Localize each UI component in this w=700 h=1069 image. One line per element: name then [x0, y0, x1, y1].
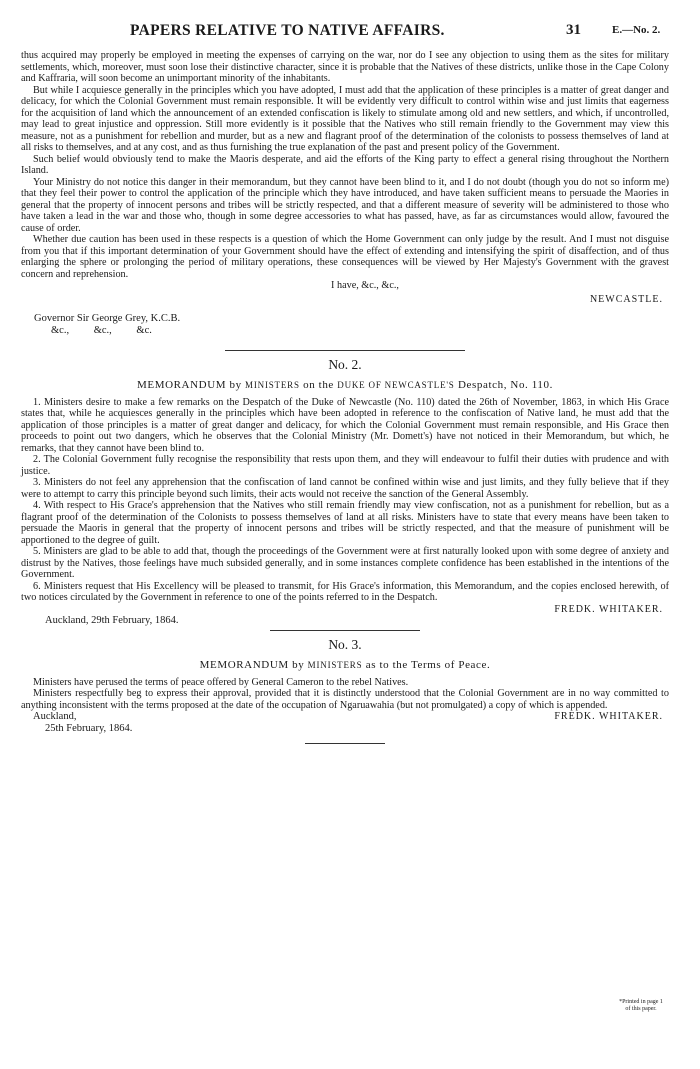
no2-title-lead: MEMORANDUM: [137, 378, 227, 391]
no3-title: [21, 659, 669, 671]
letter-addressee-block: [34, 313, 669, 338]
no2-paragraph: 5. Ministers are glad to be able to add that, though the proceedings of the Government were at first naturally looked upon with some degree of anxiety and distrust by the Natives, those feelings have much subsided generally, and in some instances complete confidence has been established in the intentions of the Government.: [21, 546, 669, 580]
end-rule: [305, 743, 385, 744]
no3-paragraph: Ministers have perused the terms of peace offered by General Cameron to the rebel Natives.: [33, 676, 409, 688]
no3-body: [21, 677, 669, 712]
no3-place: Auckland,: [33, 711, 77, 722]
no2-title-tail: Despatch, No. 110.: [457, 378, 553, 391]
no2-title: [21, 379, 669, 391]
section-divider: [225, 350, 465, 351]
no2-title-ministers: MINISTERS: [245, 379, 300, 390]
letter-paragraph: thus acquired may properly be employed in meeting the expenses of carrying on the war, nor do I see any objection to using them as the sites for military settlements, which, moreover, must soon lose their distinctive character, since it is probable that the Natives of these districts, unlike those in the Cape Colony and Kaffraria, will soon become an unimportant minority of the inhabitants.: [21, 50, 669, 84]
no2-signature: FREDK. WHITAKER.: [554, 603, 663, 615]
page-number: 31: [566, 22, 581, 38]
no2-title-duke: DUKE OF NEWCASTLE'S: [337, 379, 455, 390]
no3-title-tail: as to the Terms of Peace.: [365, 658, 491, 671]
letter-paragraph: Your Ministry do not notice this danger in their memorandum, but they cannot have been blind to it, and I do not doubt (though you do not so inform me) that they feel their power to control the application of the principle which they have introduced, and have taken sufficient means to persuade the Maories in general that the property of innocent persons and tribes will be strictly respected, and that a different measure of severity will be administered to those who have taken a lead in the war and those who, though in some degree accessories to what has passed, have, as far as circumstances would allow, favoured the cause of order.: [21, 176, 669, 234]
no3-signature: FREDK. WHITAKER.: [554, 711, 663, 722]
no2-paragraph: 1. Ministers desire to make a few remarks on the Despatch of the Duke of Newcastle (No. 110) dated the 26th of November, 1863, in which His Grace states that, while he acquiesces generally in the principles which have been adopted in reference to the confiscation of Native land, he must add that the application of those principles is a matter of great danger and delicacy, for which the Colonial Government must remain responsible, and His Grace then proceeds to point out two dangers, which he observes that the Colonial Ministry (Mr. Domett's) have not noticed in their Memorandum, but which, he remarks, that they cannot have been blind to.: [21, 396, 669, 454]
no2-heading: No. 2.: [328, 356, 362, 372]
letter-addressee-etc: &c., &c., &c.: [51, 325, 152, 336]
no2-paragraph: 6. Ministers request that His Excellency will be pleased to transmit, for His Grace's information, this Memorandum, and the copies enclosed herewith, of two notices circulated by the Government in reference to one of the points referred to in the Despatch.: [21, 580, 669, 603]
no3-title-by: by: [292, 658, 305, 671]
no2-paragraph: 3. Ministers do not feel any apprehension that the confiscation of land cannot be confined within wise and just limits, and they fully believe that if they were to attempt to carry this principle beyond such limits, their acts would not receive the sanction of the General Assembly.: [21, 477, 669, 500]
no3-heading: No. 3.: [328, 636, 362, 652]
letter-paragraph: Such belief would obviously tend to make the Maoris desperate, and aid the efforts of the King party to effect a general rising throughout the Northern Island.: [21, 153, 669, 176]
margin-footnote: *Printed in page 1 of this paper.: [619, 999, 663, 1012]
no2-dateline: Auckland, 29th February, 1864.: [45, 614, 179, 626]
no2-title-by: by: [229, 378, 242, 391]
letter-closing: I have, &c., &c.,: [331, 280, 399, 291]
letter-continuation: [21, 50, 669, 292]
no2-paragraph: 2. The Colonial Government fully recognise the responsibility that rests upon them, and they will endeavour to fulfil their duties with prudence and with justice.: [21, 454, 669, 477]
no2-title-on-the: on the: [303, 378, 334, 391]
paper-reference: E.—No. 2.: [612, 24, 661, 36]
running-head-title: PAPERS RELATIVE TO NATIVE AFFAIRS.: [130, 22, 445, 39]
section-divider: [270, 630, 420, 631]
letter-paragraph: But while I acquiesce generally in the principles which you have adopted, I must add that the application of these principles is a matter of great danger and delicacy, for which the Colonial Government must remain responsible. It will be evidently very difficult to control within wise and just limits that eagerness for the acquisition of land which the announcement of an extended confiscation is likely to stimulate among old and new settlers, and which, if uncontrolled, may lead to great injustice and oppression. Still more evidently is it possible that the Natives who still remain friendly to the Government may view this measure, not as a punishment for rebellion and murder, but as a new and flagrant proof of the determination of the colonists to possess themselves of land at all risks to themselves, and at any cost, and as thus furnishing the true explanation of the past and present policy of the Government.: [21, 84, 669, 153]
letter-addressee: Governor Sir George Grey, K.C.B.: [34, 312, 181, 324]
no2-body: [21, 397, 669, 604]
no3-paragraph: Ministers respectfully beg to express their approval, provided that it is distinctly understood that the Colonial Government are in no way committed to anything inconsistent with the terms proposed at the date of the occupation of Ngaruawahia (but not promulgated) a copy of which is appended.: [21, 688, 669, 711]
no3-closing: [21, 711, 669, 735]
no3-title-lead: MEMORANDUM: [199, 658, 289, 671]
no2-paragraph: 4. With respect to His Grace's apprehension that the Natives who still remain friendly may view confiscation, not as a punishment for rebellion, but as a flagrant proof of the determination of the Colonists to possess themselves of land at all risks. Ministers have to state that every means have been taken to persuade the Maoris in general that the property of innocent persons and tribes will be strictly respected, and that the measure of punishment will be apportioned to the degree of guilt.: [21, 500, 669, 546]
no3-date: 25th February, 1864.: [45, 723, 133, 734]
running-head: [21, 22, 669, 46]
document-page: [21, 22, 669, 744]
no3-title-ministers: MINISTERS: [307, 659, 363, 670]
letter-signature: NEWCASTLE.: [589, 293, 663, 305]
letter-paragraph: Whether due caution has been used in these respects is a question of which the Home Government can only judge by the result. And I must not disguise from you that if this important determination of your Government should have the effect of extending and intensifying the spirit of disaffection, and of thus enlarging the sphere or prolonging the period of military operations, these consequences will be viewed by Her Majesty's Government with the gravest concern and reprehension.: [21, 234, 669, 280]
